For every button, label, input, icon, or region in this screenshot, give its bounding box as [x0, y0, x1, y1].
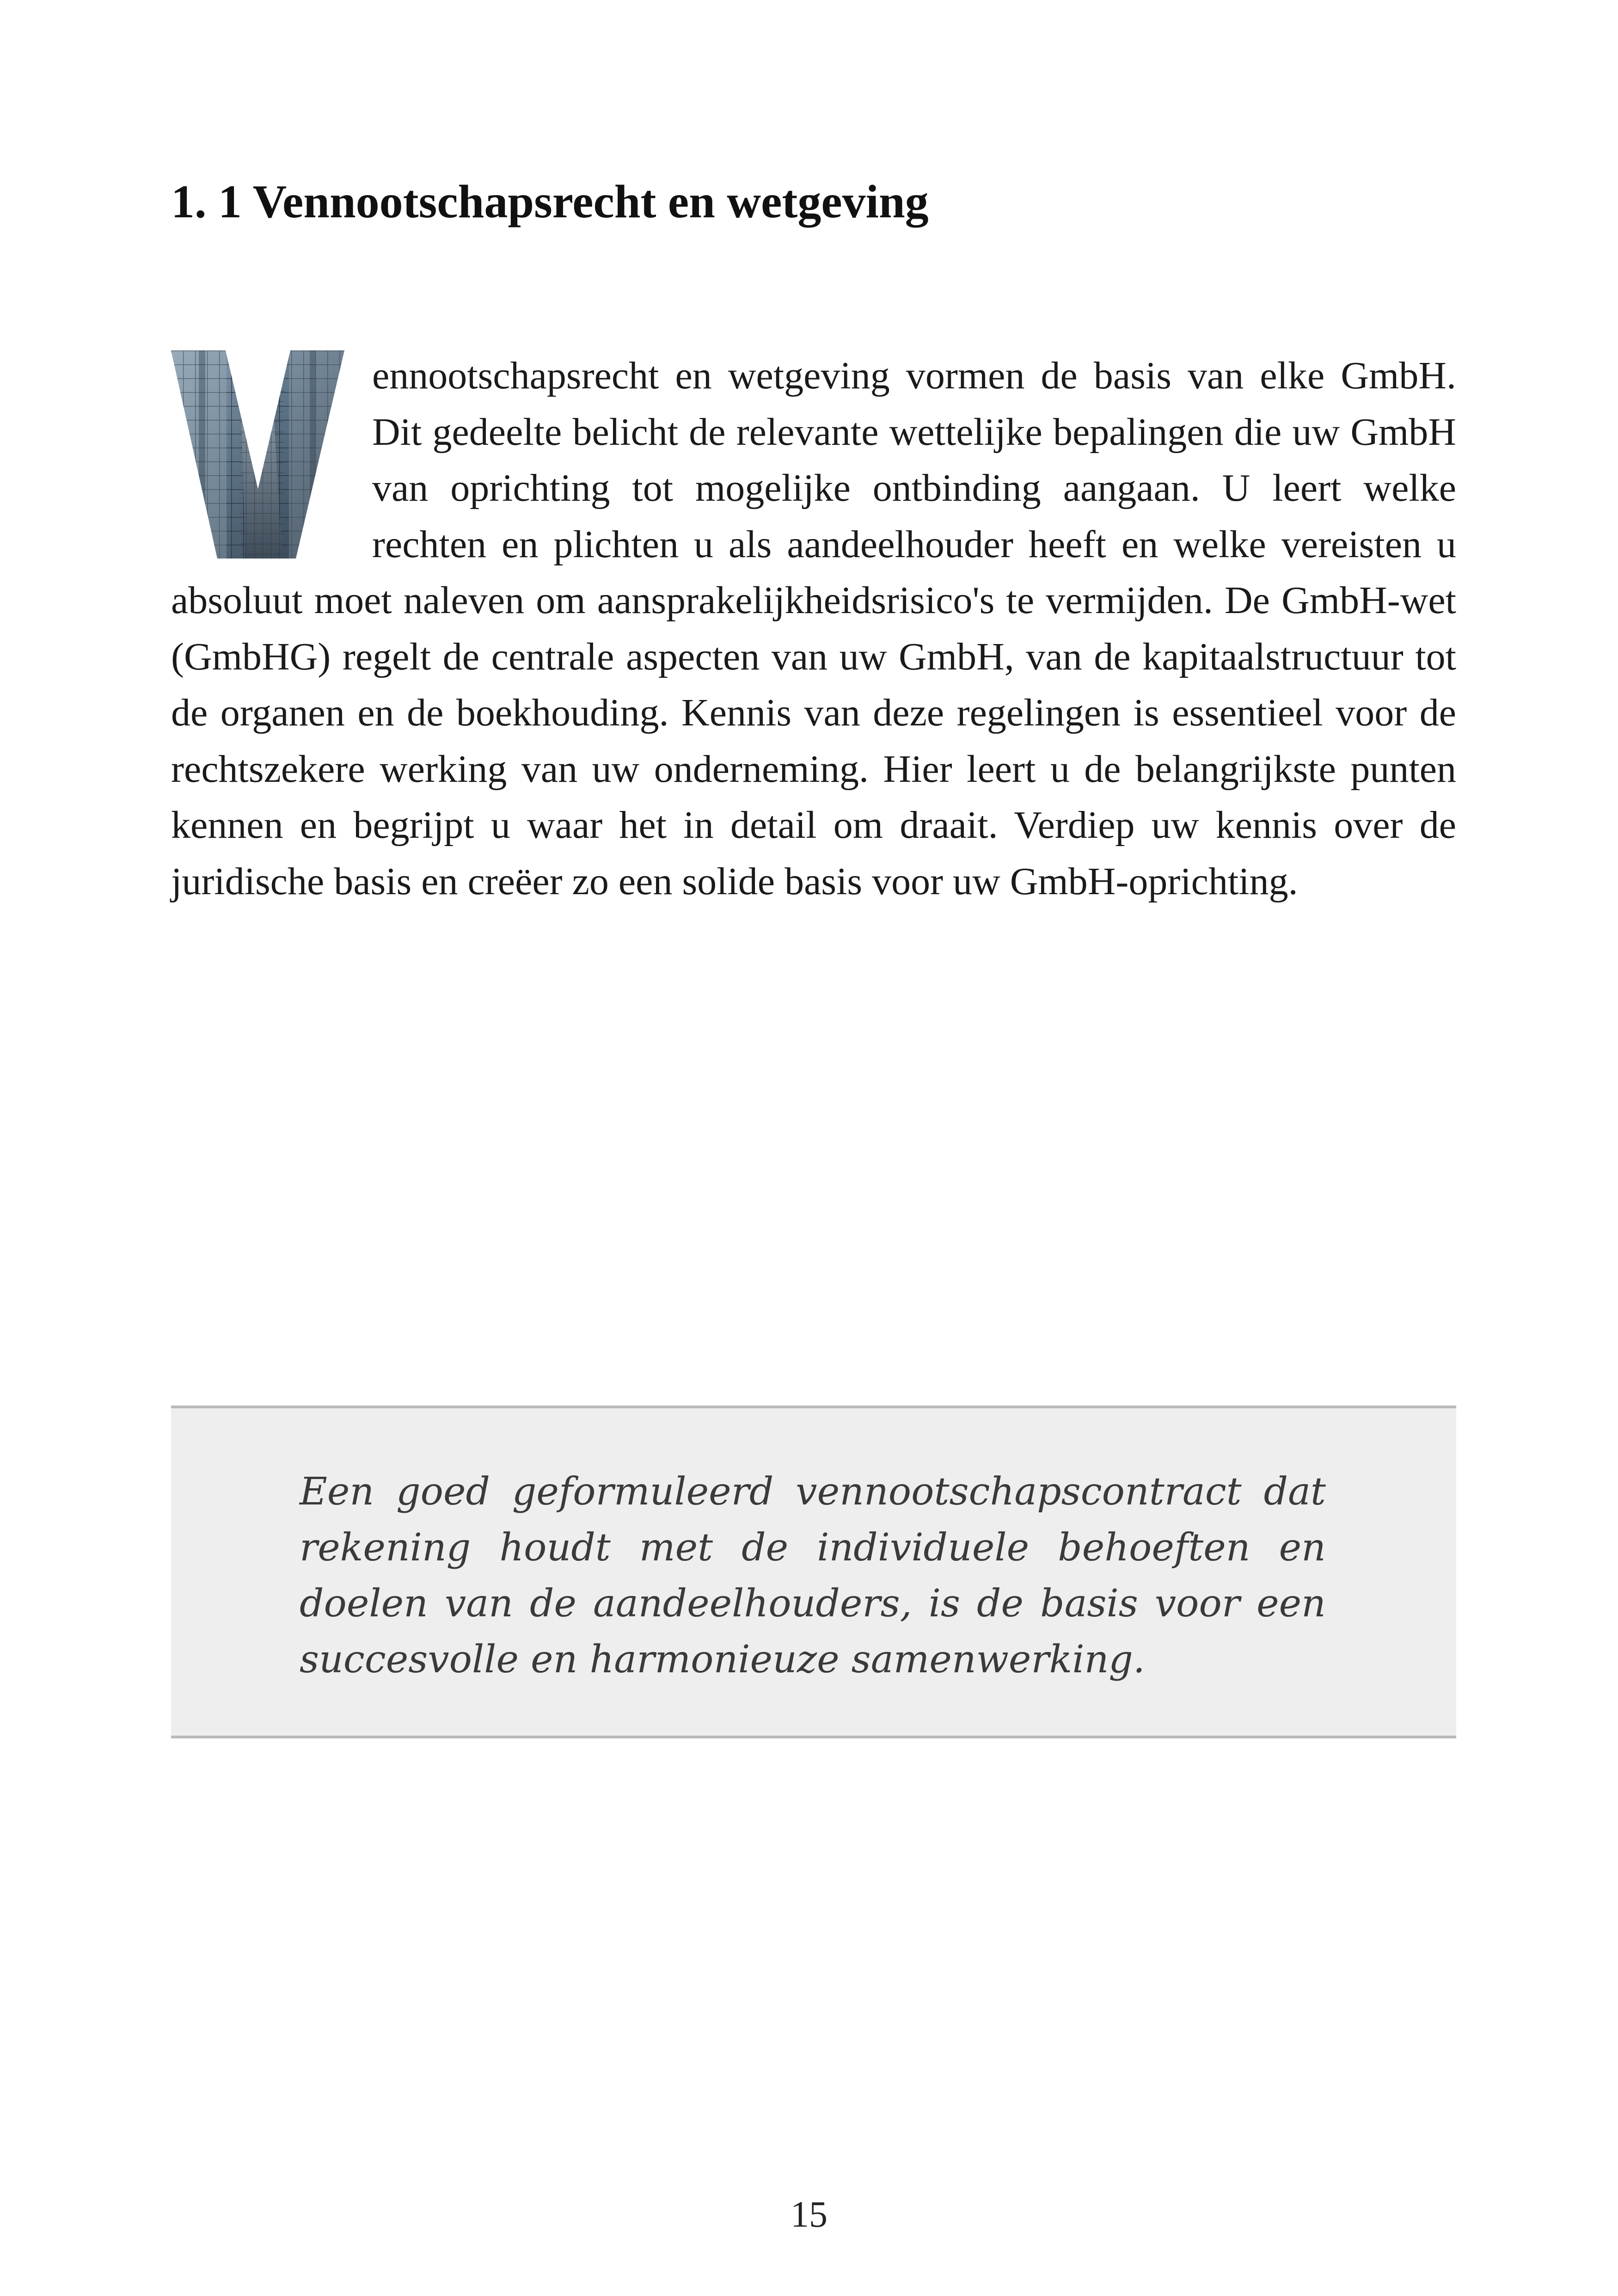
body-text: ennootschapsrecht en wetgeving vormen de basis van elke GmbH. Dit gedeelte belicht de relevante wettelijke bepalingen die uw GmbH van oprichting tot mogelijke ontbinding aangaan. U leert welke rechten en plichten u als aandeelhouder heeft en welke vereisten u absoluut moet naleven om aansprakelijkheidsrisico's te vermijden. De GmbH-wet (GmbHG) regelt de centrale aspecten van uw GmbH, van de kapitaalstructuur tot de organen en de boekhouding. Kennis van deze regelingen is essentieel voor de rechtszekere werking van uw onderneming. Hier leert u de belangrijkste punten kennen en begrijpt u waar het in detail om draait. Verdiep uw kennis over de juridische basis en creëer zo een solide basis voor uw GmbH-oprichting.	[171, 354, 1456, 903]
section-heading: 1. 1 Vennootschapsrecht en wetgeving	[171, 176, 929, 228]
drop-cap-image	[171, 350, 344, 559]
pull-quote-box	[171, 1406, 1456, 1738]
page-number: 15	[791, 2194, 827, 2235]
drop-cap-v-glass-facade-icon	[171, 350, 344, 559]
pull-quote-text: Een goed geformuleerd vennootschapscontract dat rekening houdt met de individuele behoeften en doelen van de aandeelhouders, is de basis voor een succesvolle en harmonieuze samenwerking.	[300, 1470, 1326, 1682]
body-paragraph	[171, 348, 1456, 909]
